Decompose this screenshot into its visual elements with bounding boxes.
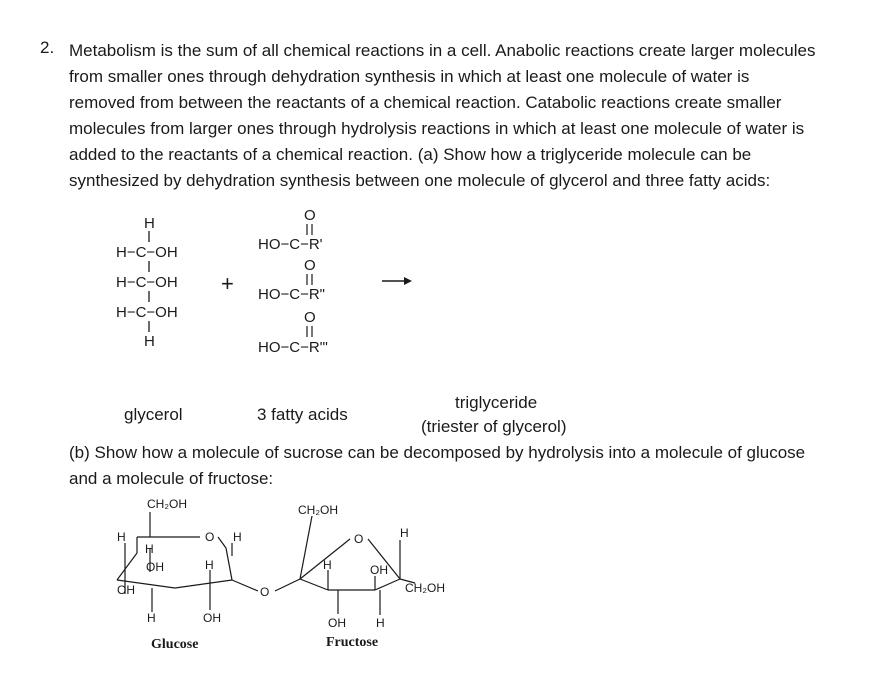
fatty-acid-row: HO−C−R'"	[258, 339, 328, 356]
glucose-h: H	[117, 530, 126, 544]
fructose-h: H	[400, 526, 409, 540]
glycerol-row: H−C−OH	[116, 244, 178, 261]
glycerol-top-hydrogen: H	[144, 215, 155, 232]
question-line: from smaller ones through dehydration synthesis in which at least one molecule of water is	[69, 67, 750, 86]
fructose-label: Fructose	[326, 635, 379, 650]
triester-label: (triester of glycerol)	[421, 417, 567, 436]
question-number: 2.	[40, 38, 55, 57]
glucose-h: H	[205, 558, 214, 572]
fructose-ch2oh: CH₂OH	[405, 581, 445, 595]
question-line: added to the reactants of a chemical reaction. (a) Show how a triglyceride molecule can be	[69, 145, 752, 164]
fatty-acids-label: 3 fatty acids	[257, 405, 348, 424]
glycerol-row: H−C−OH	[116, 274, 178, 291]
fructose-oh: OH	[370, 563, 388, 577]
question-line: molecules from larger ones through hydrolysis reactions in which at least one molecule of water is	[69, 119, 805, 138]
question-line: removed from between the reactants of a chemical reaction. Catabolic reactions create smaller	[69, 93, 782, 112]
glucose-atoms	[117, 497, 269, 625]
glucose-ring-oxygen: O	[205, 530, 215, 544]
glucose-oh: OH	[203, 611, 221, 625]
glucose-oh: OH	[117, 583, 135, 597]
fructose-h: H	[376, 616, 385, 630]
glycerol-label: glycerol	[124, 405, 183, 424]
question-line: synthesized by dehydration synthesis between one molecule of glycerol and three fatty acids:	[69, 171, 771, 190]
fatty-acid-row: HO−C−R'	[258, 236, 323, 253]
fatty-acid-row: HO−C−R"	[258, 286, 326, 303]
fructose-ch2oh: CH₂OH	[298, 503, 338, 517]
glycerol-row: H−C−OH	[116, 304, 178, 321]
fructose-ring	[300, 516, 415, 615]
carbonyl-oxygen: O	[304, 309, 316, 326]
part-b-line: (b) Show how a molecule of sucrose can be decomposed by hydrolysis into a molecule of glucose	[69, 443, 806, 462]
glucose-h: H	[145, 542, 154, 556]
fructose-atoms	[298, 503, 445, 630]
part-b-line: and a molecule of fructose:	[69, 469, 274, 488]
plus-sign: +	[221, 271, 234, 296]
fructose-h: H	[323, 558, 332, 572]
glycerol-bottom-hydrogen: H	[144, 333, 155, 350]
glucose-label: Glucose	[151, 637, 199, 652]
carbonyl-oxygen: O	[304, 257, 316, 274]
question-line: Metabolism is the sum of all chemical reactions in a cell. Anabolic reactions create larger molecules	[69, 41, 816, 60]
glucose-h: H	[147, 611, 156, 625]
glucose-h: H	[233, 530, 242, 544]
glucose-oh: OH	[146, 560, 164, 574]
fructose-ring-oxygen: O	[354, 532, 364, 546]
glucose-ch2oh: CH₂OH	[147, 497, 187, 511]
glycosidic-oxygen: O	[260, 585, 270, 599]
triglyceride-label: triglyceride	[455, 393, 538, 412]
carbonyl-oxygen: O	[304, 207, 316, 224]
fructose-oh: OH	[328, 616, 346, 630]
